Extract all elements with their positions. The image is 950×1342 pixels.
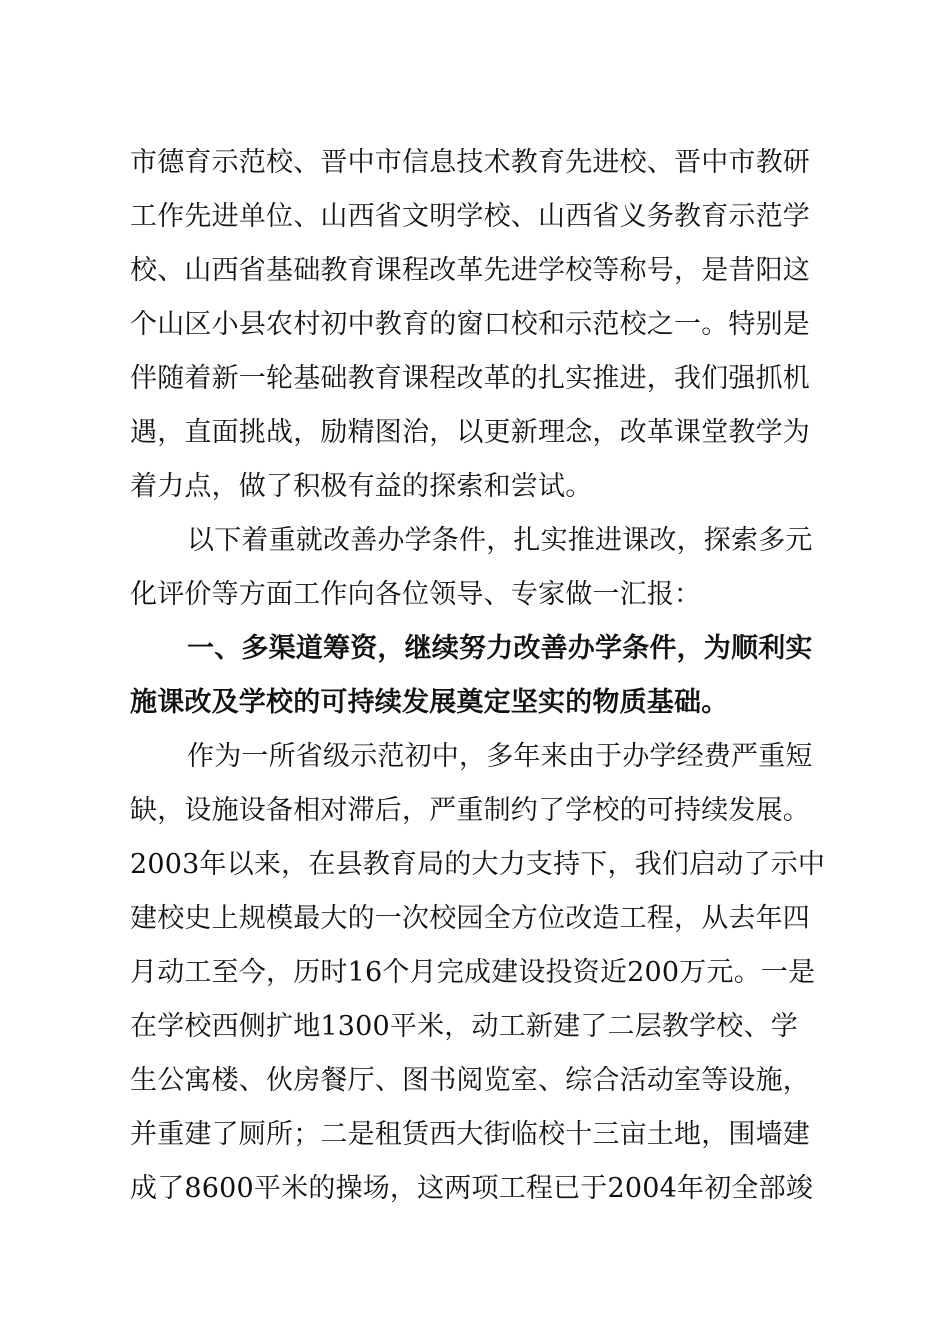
text-line: 成了8600平米的操场，这两项工程已于2004年初全部竣 bbox=[130, 1173, 814, 1204]
text-line: 月动工至今，历时16个月完成建设投资近200万元。一是 bbox=[130, 957, 816, 988]
text-line: 化评价等方面工作向各位领导、专家做一汇报： bbox=[130, 579, 702, 610]
section-heading-continued: 施课改及学校的可持续发展奠定坚实的物质基础。 bbox=[130, 687, 729, 718]
text-line: 工作先进单位、山西省文明学校、山西省义务教育示范学 bbox=[130, 201, 810, 232]
paragraph-first-line: 作为一所省级示范初中，多年来由于办学经费严重短 bbox=[187, 741, 813, 772]
text-line: 伴随着新一轮基础教育课程改革的扎实推进，我们强抓机 bbox=[130, 363, 810, 394]
text-line: 遇，直面挑战，励精图治，以更新理念，改革课堂教学为 bbox=[130, 417, 810, 448]
text-line: 着力点，做了积极有益的探索和尝试。 bbox=[130, 471, 593, 502]
text-line: 市德育示范校、晋中市信息技术教育先进校、晋中市教研 bbox=[130, 147, 810, 178]
text-line: 2003年以来，在县教育局的大力支持下，我们启动了示中 bbox=[130, 849, 826, 880]
text-line: 个山区小县农村初中教育的窗口校和示范校之一。特别是 bbox=[130, 309, 810, 340]
paragraph-first-line: 以下着重就改善办学条件，扎实推进课改，探索多元 bbox=[187, 525, 813, 556]
text-line: 生公寓楼、伙房餐厅、图书阅览室、综合活动室等设施， bbox=[130, 1065, 810, 1096]
text-line: 建校史上规模最大的一次校园全方位改造工程，从去年四 bbox=[130, 903, 810, 934]
text-line: 缺，设施设备相对滞后，严重制约了学校的可持续发展。 bbox=[130, 795, 810, 826]
text-line: 校、山西省基础教育课程改革先进学校等称号，是昔阳这 bbox=[130, 255, 810, 286]
section-heading: 一、多渠道筹资，继续努力改善办学条件，为顺利实 bbox=[187, 633, 813, 664]
text-line: 在学校西侧扩地1300平米，动工新建了二层教学校、学 bbox=[130, 1011, 798, 1042]
text-line: 并重建了厕所；二是租赁西大街临校十三亩土地，围墙建 bbox=[130, 1119, 810, 1150]
